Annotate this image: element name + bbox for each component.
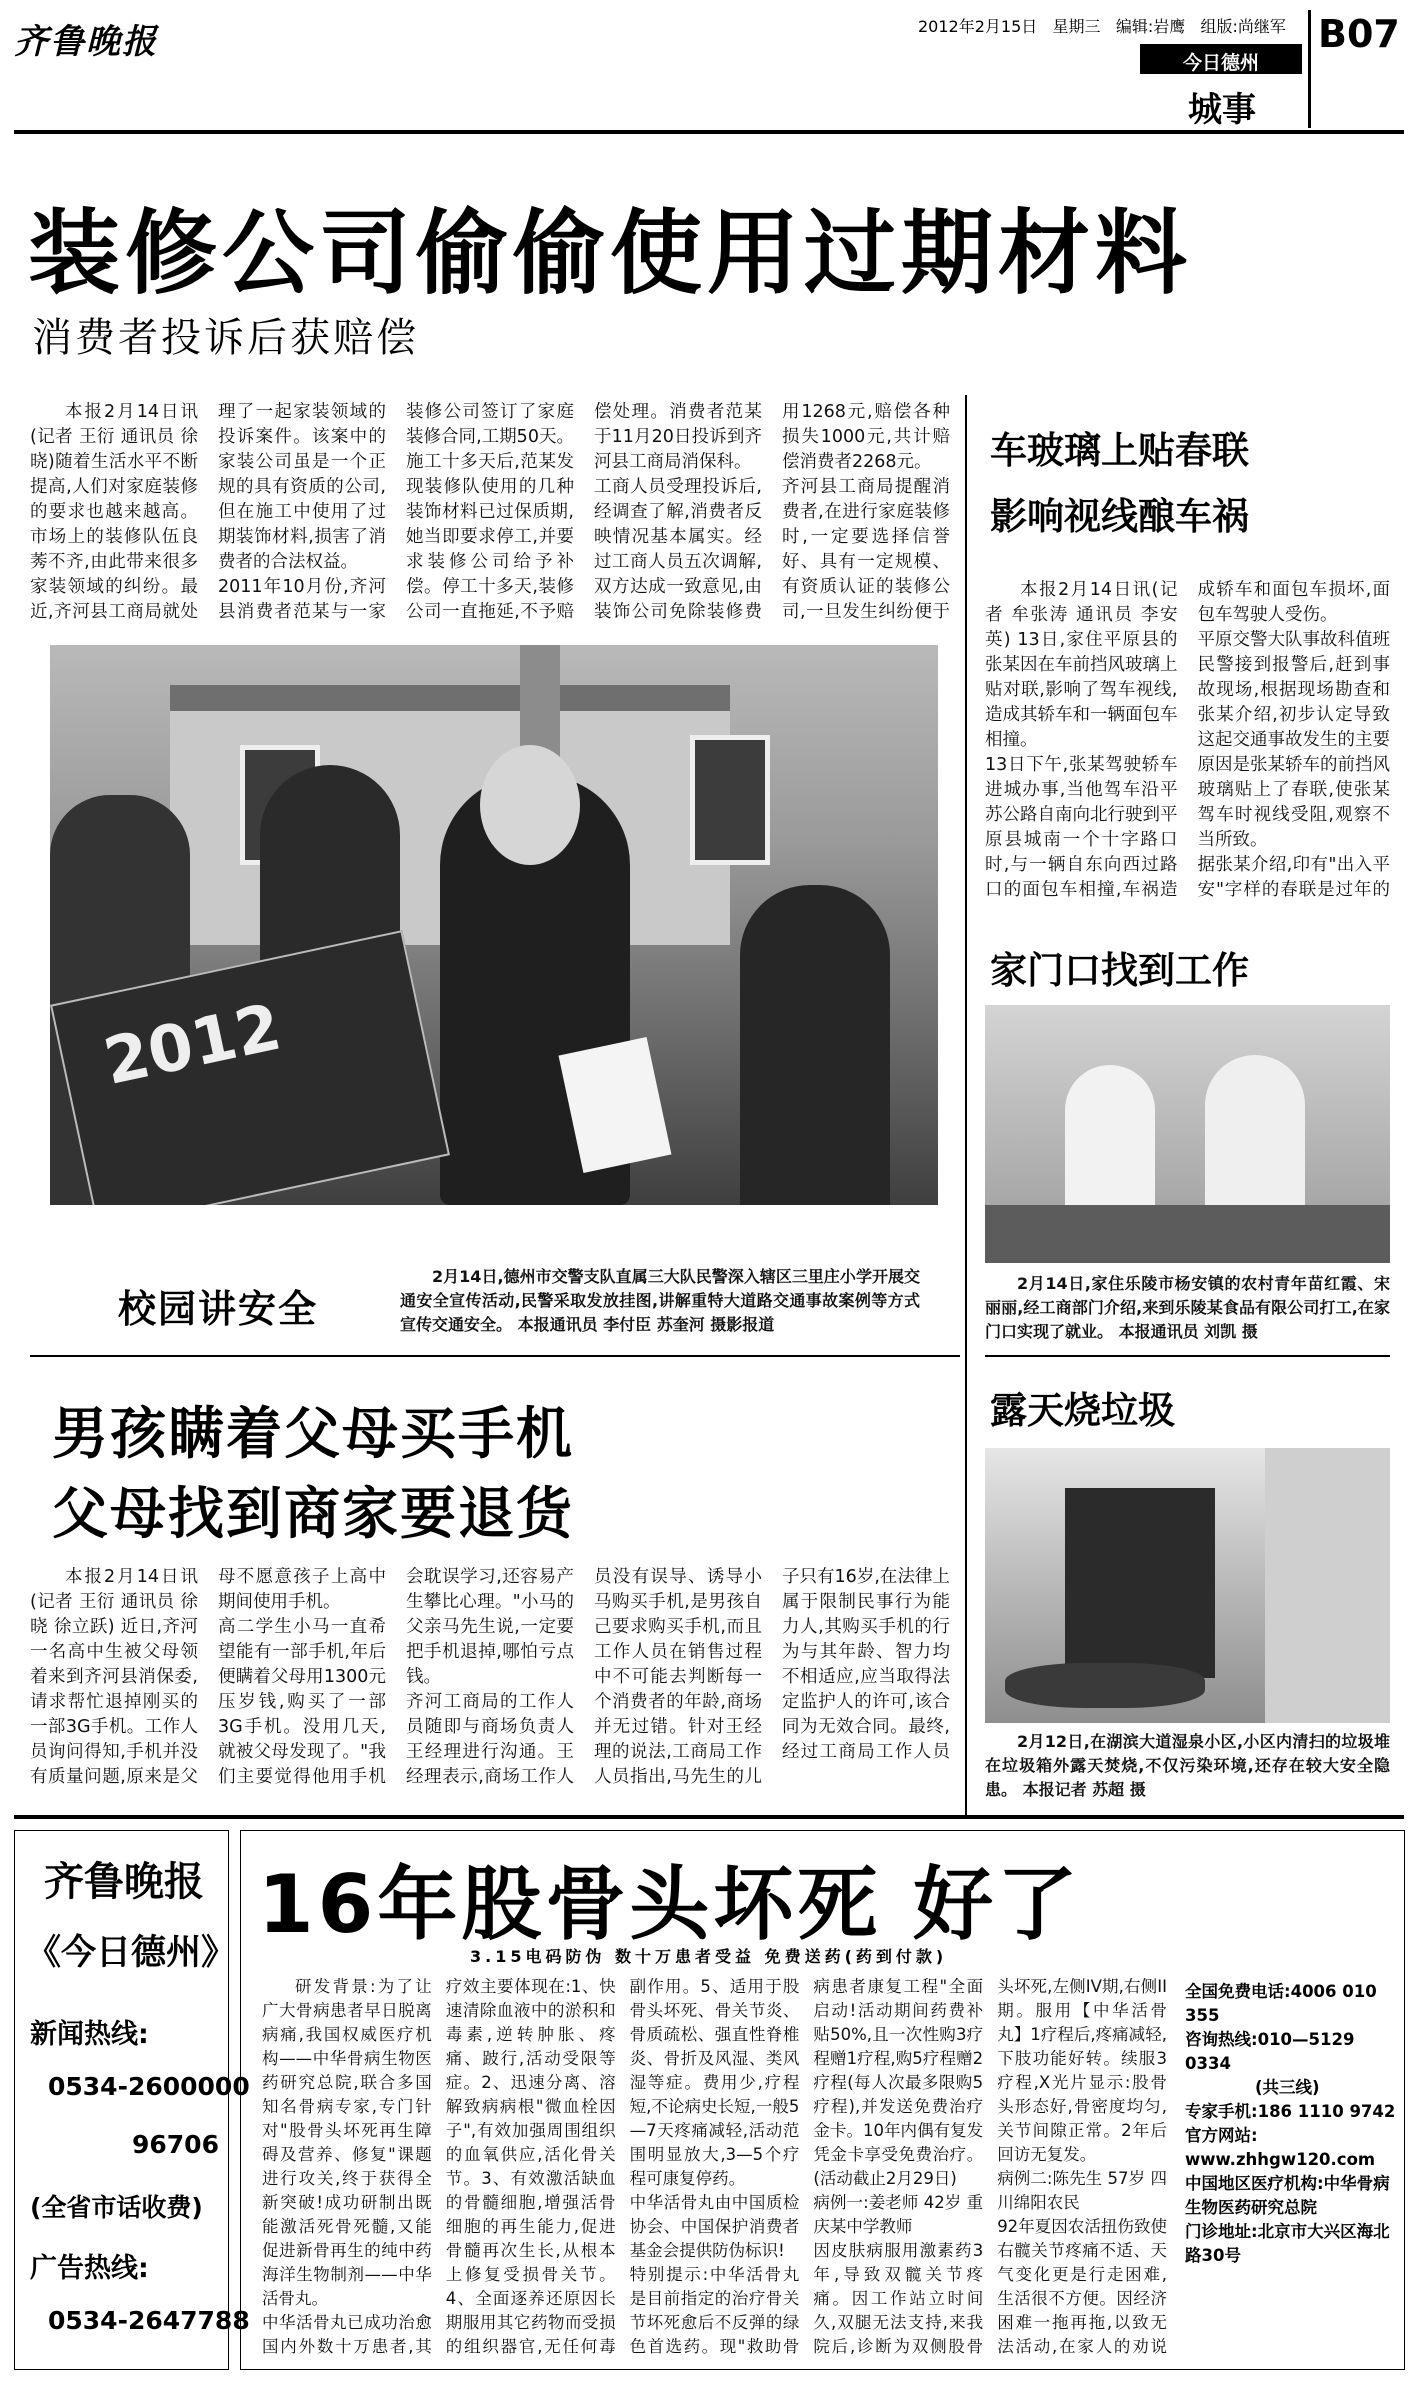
- job-caption: 2月14日,家住乐陵市杨安镇的农村青年苗红霞、宋丽丽,经工商部门介绍,来到乐陵某食品有限公司打工,在家门口实现了就业。 本报通讯员 刘凯 摄: [985, 1274, 1390, 1341]
- expert-phone: 专家手机:186 1110 9742: [1185, 2102, 1396, 2121]
- job-table: [985, 1205, 1390, 1263]
- ad-tagline: 3.15电码防伪 数十万患者受益 免费送药(药到付款): [470, 1947, 948, 1966]
- photo-caption: 2月14日,德州市交警支队直属三大队民警深入辖区三里庄小学开展交通安全宣传活动,民警采取发放挂图,讲解重特大道路交通事故案例等方式宣传交通安全。 本报通讯员 李付臣 苏奎河 摄影报道: [400, 1267, 920, 1334]
- safety-photo: [50, 645, 938, 1205]
- sidebar-edition: 《今日德州》: [26, 1933, 237, 1973]
- photo-boy: [740, 885, 890, 1205]
- editor-credit: 编辑:岩鹰: [1115, 17, 1186, 36]
- news-hotline-2: 96706: [132, 2130, 219, 2159]
- right-divider-h: [985, 1355, 1390, 1357]
- section-tag: 今日德州: [1182, 52, 1259, 74]
- site-label: 官方网站:: [1185, 2126, 1258, 2145]
- masthead-date: [918, 14, 1286, 37]
- photo-officer-face: [480, 745, 580, 865]
- masthead-rule: [14, 130, 1404, 134]
- boy-headline-2: 父母找到商家要退货: [52, 1482, 574, 1547]
- ad-contact: [1185, 1980, 1400, 2268]
- ad-headline: 16年股骨头坏死 好了: [258, 1858, 1082, 1951]
- car-headline-1: 车玻璃上贴春联: [990, 429, 1249, 472]
- ad-hotline-label: 广告热线:: [30, 2253, 149, 2284]
- ad-body: 研发背景:为了让广大骨病患者早日脱离病痛,我国权威医疗机构——中华骨病生物医药研究总院,联合多国知名骨病专家,专门针对"股骨头坏死再生障碍及营养、修复"课题进行攻关,终于获得全新突破!成功研制出既能激活死骨死髓,又能促进新骨再生的纯中药海洋生物制剂——中华活骨丸。 中华活骨丸已成功治愈国内外数十万患者,其疗效主要体现在:1、快速清除血液中的淤积和毒素,逆转肿胀、疼痛、跛行,活动受限等症。2、迅速分离、溶解致病病根"微血栓因子",有效加强周围组织的血氧供应,活化骨关节。3、有效激活缺血的骨髓细胞,增强活骨细胞的再生能力,促进骨髓再次生长,从根本上修复受损骨关节。4、全面逐养还原因长期服用其它药物而受损的组织器官,无任何毒副作用。5、适用于股骨头坏死、骨关节炎、骨质疏松、强直性脊椎炎、骨折及风湿、类风湿等症。费用少,疗程短,不论病史长短,一般5—7天疼痛减轻,活动范围明显放大,3—5个疗程可康复停药。 中华活骨丸由中国质检协会、中国保护消费者基金会提供防伪标识! 特别提示:中华活骨丸是目前指定的治疗骨关节坏死愈后不反弹的绿色首选药。现"救助骨病患者康复工程"全面启动!活动期间药费补贴50%,且一次性购3疗程赠1疗程,购5疗程赠2疗程(每人次最多限购5疗程),并发送免费治疗金卡。10年内偶有复发凭金卡享受免费治疗。(活动截止2月29日) 病例一:姜老师 42岁 重庆某中学教师 因皮肤病服用激素药3年,导致双髋关节疼痛。因工作站立时间久,双腿无法支持,来我院后,诊断为双侧股骨头坏死,左侧IV期,右侧II期。服用【中华活骨丸】1疗程后,疼痛减轻,下肢功能好转。续服3疗程,X光片显示:股骨头形态好,骨密度均匀,关节间隙正常。2年后回访无复发。 病例二:陈先生 57岁 四川绵阳农民 92年夏因农活扭伤致使右髋关节疼痛不适、天气变化更是行走困难,生活很不方便。因经济困难一拖再拖,以致无法活动,在家人的劝说: [262, 1977, 1167, 2356]
- poster-year: 2012: [97, 990, 288, 1100]
- trash-wall: [1265, 1448, 1390, 1723]
- lead-divider-v: [965, 395, 967, 1815]
- boy-body: 本报2月14日讯(记者 王衍 通讯员 徐晓 徐立跃) 近日,齐河一名高中生被父母领着来到齐河县消保委,请求帮忙退掉刚买的一部3G手机。工作人员询问得知,手机并没有质量问题,原来是父母不愿意孩子上高中期间使用手机。 高二学生小马一直希望能有一部手机,年后便瞒着父母用1300元压岁钱,购买了一部3G手机。没用几天,就被父母发现了。"我们主要觉得他用手机会耽误学习,还容易产生攀比心理。"小马的父亲马先生说,一定要把手机退掉,哪怕亏点钱。 齐河工商局的工作人员随即与商场负责人王经理进行沟通。王经理表示,商场工作人员没有误导、诱导小马购买手机,是男孩自己要求购买手机,而且工作人员在销售过程中不可能去判断每一个消费者的年龄,商场并无过错。针对王经理的说法,工商局工作人员指出,马先生的儿子只有16岁,在法律上属于限制民事行为能力人,其购买手机的行为与其年龄、智力均不相适应,应当取得法定监护人的许可,该合同为无效合同。最终,经过工商局工作人员: [30, 1567, 950, 1787]
- trash-caption: 2月12日,在湖滨大道湿泉小区,小区内清扫的垃圾堆在垃圾箱外露天焚烧,不仅污染环境,还存在较大安全隐患。 本报记者 苏超 摄: [985, 1732, 1390, 1799]
- car-body: 本报2月14日讯(记者 牟张涛 通讯员 李安英) 13日,家住平原县的张某因在车前挡风玻璃上贴对联,影响了驾车视线,造成其轿车和一辆面包车相撞。 13日下午,张某驾驶轿车进城办事,当他驾车沿平苏公路自南向北行驶到平原县城南一个十字路口时,与一辆自东向西过路口的面包车相撞,车祸造成轿车和面包车损坏,面包车驾驶人受伤。 平原交警大队事故科值班民警接到报警后,赶到事故现场,根据现场勘查和张某介绍,初步认定导致这起交通事故发生的主要原因是张某轿车的前挡风玻璃贴上了春联,使张某驾车时视线受阻,观察不当所致。 据张某介绍,印有"出入平安"字样的春联是过年的: [985, 580, 1390, 900]
- news-hotline-1: 0534-2600000: [48, 2072, 250, 2101]
- ad-hotline: 0534-2647788: [48, 2306, 250, 2335]
- clinic-address: 门诊地址:北京市大兴区海北路30号: [1185, 2222, 1390, 2265]
- ad-top-rule: [14, 1815, 1404, 1819]
- news-hotline-label: 新闻热线:: [30, 2019, 149, 2050]
- job-headline: 家门口找到工作: [990, 949, 1249, 992]
- consult-note: (共三线): [1255, 2078, 1320, 2097]
- issue-date: 2012年2月15日: [918, 17, 1038, 36]
- boy-headline-1: 男孩瞒着父母买手机: [52, 1402, 574, 1467]
- trash-photo: [985, 1448, 1390, 1723]
- car-headline-2: 影响视线酿车祸: [990, 495, 1249, 538]
- issue-weekday: 星期三: [1052, 17, 1101, 36]
- trash-bin: [1065, 1488, 1215, 1678]
- trash-headline: 露天烧垃圾: [990, 1389, 1175, 1432]
- page-number: B07: [1318, 12, 1400, 56]
- site-url[interactable]: www.zhhgw120.com: [1185, 2150, 1376, 2169]
- photo-title: 校园讲安全: [118, 1287, 319, 1331]
- layout-credit: 组版:尚继军: [1200, 17, 1286, 36]
- job-photo: [985, 1005, 1390, 1263]
- lead-body: 本报2月14日讯(记者 王衍 通讯员 徐晓)随着生活水平不断提高,人们对家庭装修的要求也越来越高。市场上的装修队伍良莠不齐,由此带来很多家装领域的纠纷。最近,齐河县工商局就处理了一起家装领域的投诉案件。该案中的家装公司虽是一个正规的具有资质的公司,但在施工中使用了过期装饰材料,损害了消费者的合法权益。 2011年10月份,齐河县消费者范某与一家装修公司签订了家庭装修合同,工期50天。施工十多天后,范某发现装修队使用的几种装饰材料已过保质期,她当即要求停工,并要求装修公司给予补偿。停工十多天,装修公司一直拖延,不予赔偿处理。消费者范某于11月20日投诉到齐河县工商局消保科。 工商人员受理投诉后,经调查了解,消费者反映情况基本属实。经过工商人员五次调解,双方达成一致意见,由装饰公司免除装修费用1268元,赔偿各种损失1000元,共计赔偿消费者2268元。 齐河县工商局提醒消费者,在进行家庭装修时,一定要选择信誉好、具有一定规模、有资质认证的装修公司,一旦发生纠纷便于: [30, 402, 950, 622]
- masthead-divider-v: [1308, 10, 1311, 128]
- sidebar-paper: 齐鲁晚报: [44, 1859, 204, 1905]
- section-divider-h: [30, 1355, 960, 1357]
- lead-subheadline: 消费者投诉后获赔偿: [32, 315, 419, 361]
- trash-pile: [1005, 1663, 1205, 1708]
- lead-headline: 装修公司偷偷使用过期材料: [28, 200, 1193, 307]
- photo-window-right: [690, 735, 770, 865]
- news-hotline-note: (全省市话收费): [30, 2193, 203, 2222]
- section-name: 城事: [1188, 90, 1256, 130]
- consult-phone: 咨询热线:010—5129 0334: [1185, 2030, 1355, 2073]
- masthead-logo: 齐鲁晚报: [14, 22, 158, 62]
- free-phone: 全国免费电话:4006 010 355: [1185, 1982, 1377, 2025]
- org-name: 中国地区医疗机构:中华骨病生物医药研究总院: [1185, 2174, 1390, 2217]
